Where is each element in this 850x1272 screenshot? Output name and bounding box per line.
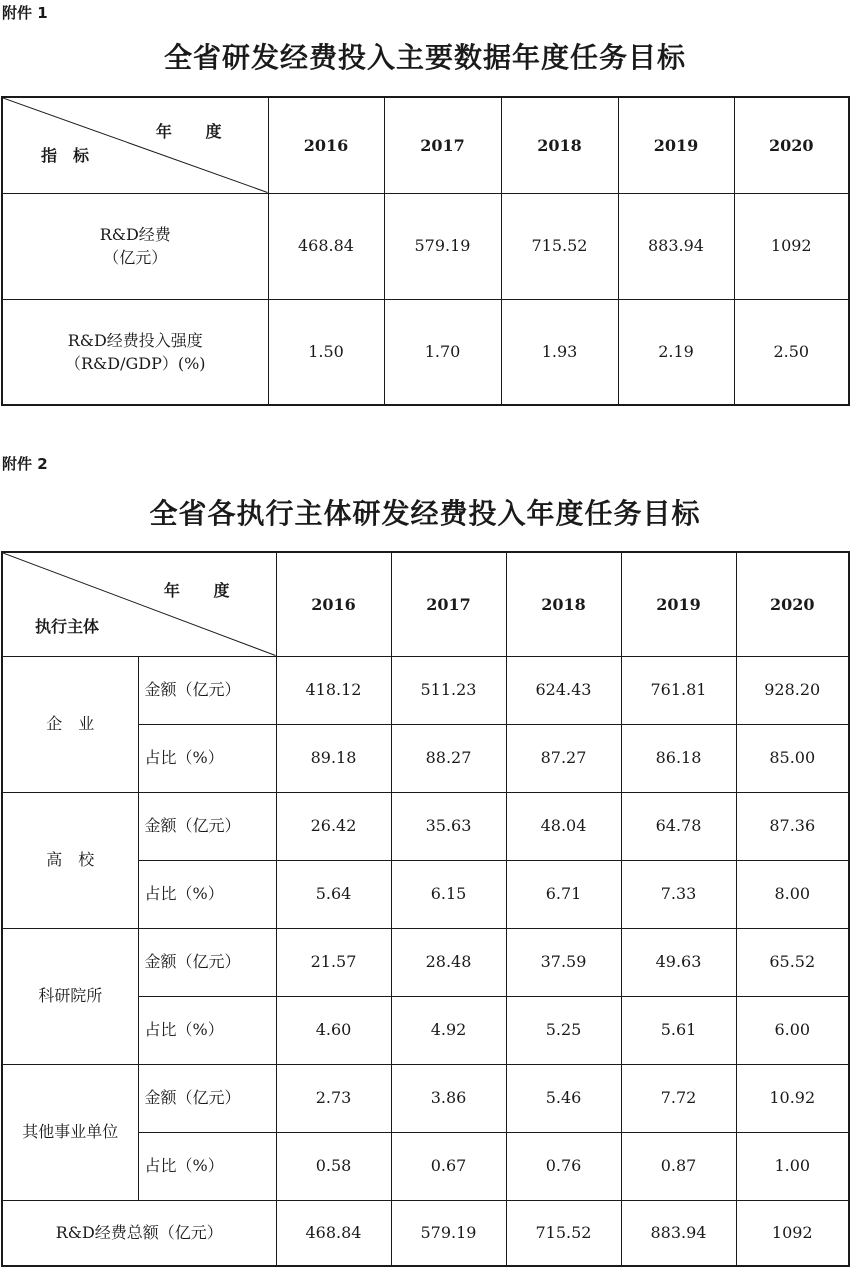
- annex-2-diagonal-header: [2, 552, 276, 656]
- year-2018-header: 2018: [506, 552, 621, 656]
- table-cell: 87.36: [736, 792, 849, 860]
- table-cell: 65.52: [736, 928, 849, 996]
- table-cell: 6.71: [506, 860, 621, 928]
- table-cell: 624.43: [506, 656, 621, 724]
- table-cell: 86.18: [621, 724, 736, 792]
- year-2016-header: 2016: [268, 97, 384, 193]
- total-row: [2, 1200, 849, 1266]
- table-cell: 468.84: [268, 193, 384, 299]
- year-2020-header: 2020: [734, 97, 849, 193]
- table-row: [2, 1064, 849, 1132]
- row-label-line1: R&D经费投入强度: [67, 330, 203, 350]
- table-cell: 37.59: [506, 928, 621, 996]
- table-cell: 35.63: [391, 792, 506, 860]
- table-cell: 5.61: [621, 996, 736, 1064]
- row-label-rd-intensity: [2, 299, 268, 405]
- table-cell: 0.67: [391, 1132, 506, 1200]
- annex-1-diagonal-header: [2, 97, 268, 193]
- year-2018-header: 2018: [501, 97, 618, 193]
- table-cell: 883.94: [618, 193, 734, 299]
- share-label: 占比（%）: [138, 1132, 276, 1200]
- table-cell: 761.81: [621, 656, 736, 724]
- table-cell: 1.93: [501, 299, 618, 405]
- table-cell: 6.15: [391, 860, 506, 928]
- year-header-label: 年 度: [163, 581, 244, 600]
- table-row: [2, 656, 849, 724]
- annex-1-title: 全省研发经费投入主要数据年度任务目标: [163, 41, 686, 74]
- annex-1-table: [1, 96, 850, 406]
- table-cell: 468.84: [276, 1200, 391, 1266]
- table-cell: 883.94: [621, 1200, 736, 1266]
- annex-1-header-row: [2, 97, 849, 193]
- row-label-rd-funds: [2, 193, 268, 299]
- table-cell: 49.63: [621, 928, 736, 996]
- table-row: [2, 193, 849, 299]
- table-cell: 5.64: [276, 860, 391, 928]
- annex-2-label: 附件 2: [2, 455, 48, 473]
- year-header-label: 年 度: [155, 122, 236, 141]
- table-cell: 28.48: [391, 928, 506, 996]
- table-row: [2, 792, 849, 860]
- group-name-universities: 高 校: [2, 792, 138, 928]
- table-cell: 4.60: [276, 996, 391, 1064]
- table-row: [2, 928, 849, 996]
- group-name-enterprise: 企 业: [2, 656, 138, 792]
- table-cell: 0.87: [621, 1132, 736, 1200]
- amount-label: 金额（亿元）: [138, 928, 276, 996]
- table-cell: 715.52: [506, 1200, 621, 1266]
- table-cell: 1.00: [736, 1132, 849, 1200]
- table-cell: 85.00: [736, 724, 849, 792]
- table-cell: 2.50: [734, 299, 849, 405]
- table-cell: 26.42: [276, 792, 391, 860]
- amount-label: 金额（亿元）: [138, 656, 276, 724]
- table-cell: 89.18: [276, 724, 391, 792]
- entity-header-label: 执行主体: [35, 617, 100, 636]
- table-cell: 87.27: [506, 724, 621, 792]
- year-2019-header: 2019: [618, 97, 734, 193]
- table-cell: 5.25: [506, 996, 621, 1064]
- table-cell: 7.33: [621, 860, 736, 928]
- row-label-line2: （亿元）: [103, 248, 168, 267]
- year-2017-header: 2017: [391, 552, 506, 656]
- table-cell: 511.23: [391, 656, 506, 724]
- table-cell: 2.73: [276, 1064, 391, 1132]
- group-name-other-institutions: 其他事业单位: [2, 1064, 138, 1200]
- table-cell: 1092: [736, 1200, 849, 1266]
- table-cell: 8.00: [736, 860, 849, 928]
- year-2019-header: 2019: [621, 552, 736, 656]
- table-cell: 0.76: [506, 1132, 621, 1200]
- table-cell: 1.70: [384, 299, 501, 405]
- year-2017-header: 2017: [384, 97, 501, 193]
- annex-1-label: 附件 1: [2, 4, 48, 22]
- table-cell: 7.72: [621, 1064, 736, 1132]
- table-cell: 2.19: [618, 299, 734, 405]
- table-cell: 5.46: [506, 1064, 621, 1132]
- diagonal-line: [3, 553, 276, 656]
- table-cell: 418.12: [276, 656, 391, 724]
- table-cell: 88.27: [391, 724, 506, 792]
- row-label-line2: （R&D/GDP）(%): [64, 353, 206, 373]
- indicator-header-label: 指 标: [41, 146, 90, 165]
- table-cell: 715.52: [501, 193, 618, 299]
- share-label: 占比（%）: [138, 724, 276, 792]
- table-cell: 928.20: [736, 656, 849, 724]
- table-cell: 48.04: [506, 792, 621, 860]
- total-label: R&D经费总额（亿元）: [2, 1200, 276, 1266]
- annex-2-table: [1, 551, 850, 1267]
- share-label: 占比（%）: [138, 860, 276, 928]
- table-cell: 4.92: [391, 996, 506, 1064]
- table-cell: 0.58: [276, 1132, 391, 1200]
- table-cell: 10.92: [736, 1064, 849, 1132]
- table-cell: 3.86: [391, 1064, 506, 1132]
- table-cell: 1.50: [268, 299, 384, 405]
- year-2020-header: 2020: [736, 552, 849, 656]
- amount-label: 金额（亿元）: [138, 1064, 276, 1132]
- table-cell: 579.19: [384, 193, 501, 299]
- table-cell: 1092: [734, 193, 849, 299]
- table-cell: 21.57: [276, 928, 391, 996]
- table-cell: 579.19: [391, 1200, 506, 1266]
- row-label-line1: R&D经费: [99, 224, 171, 244]
- annex-2-header-row: [2, 552, 849, 656]
- table-cell: 6.00: [736, 996, 849, 1064]
- group-name-research-institutes: 科研院所: [2, 928, 138, 1064]
- amount-label: 金额（亿元）: [138, 792, 276, 860]
- table-row: [2, 299, 849, 405]
- share-label: 占比（%）: [138, 996, 276, 1064]
- year-2016-header: 2016: [276, 552, 391, 656]
- annex-2-title: 全省各执行主体研发经费投入年度任务目标: [149, 497, 701, 530]
- table-cell: 64.78: [621, 792, 736, 860]
